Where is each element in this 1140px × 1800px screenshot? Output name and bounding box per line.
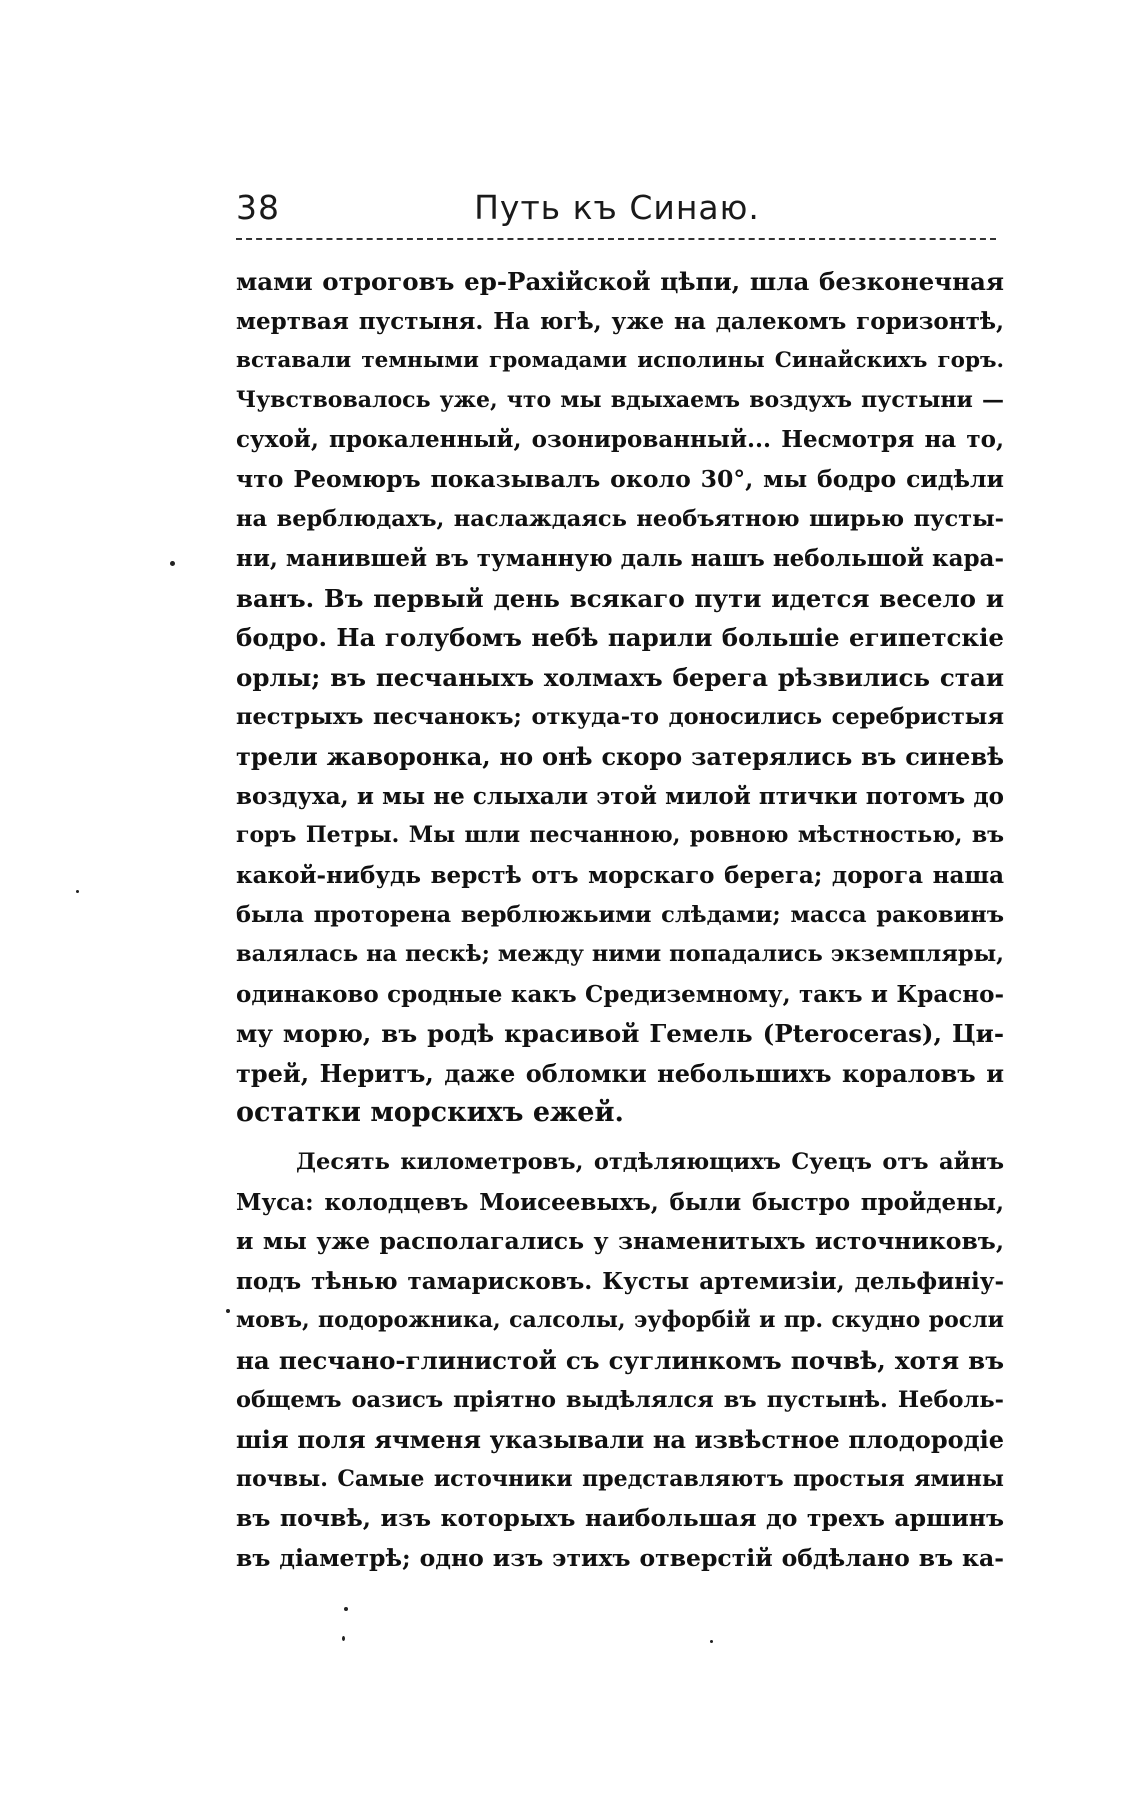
scan-speck: [226, 1309, 230, 1313]
text-line: въ почвѣ, изъ которыхъ наибольшая до трехъ аршинъ: [236, 1504, 1004, 1533]
text-line: мертвая пустыня. На югѣ, уже на далекомъ горизонтѣ,: [236, 307, 1004, 335]
text-line: пестрыхъ песчанокъ; откуда-то доносились серебристыя: [236, 703, 1004, 730]
text-line: была проторена верблюжьими слѣдами; масса раковинъ: [236, 901, 1004, 928]
text-line: подъ тѣнью тамарисковъ. Кусты артемизіи, дельфиніу-: [236, 1267, 1004, 1295]
scan-speck: [76, 890, 79, 893]
text-line: му морю, въ родѣ красивой Гемель (Pterocerаs), Ци-: [236, 1019, 1004, 1049]
scan-speck: [710, 1640, 713, 1643]
text-line: горъ Петры. Мы шли песчанною, ровною мѣстностью, въ: [236, 822, 1004, 849]
text-line: и мы уже располагались у знаменитыхъ источниковъ,: [236, 1227, 1004, 1256]
text-line: что Реомюръ показывалъ около 30°, мы бодро сидѣли: [236, 464, 1004, 493]
paragraph-gap: [236, 1133, 1004, 1143]
text-line: Чувствовалось уже, что мы вдыхаемъ воздухъ пустыни —: [236, 386, 1004, 413]
text-line: на песчано-глинистой съ суглинкомъ почвѣ, хотя въ: [236, 1346, 1004, 1376]
text-line: орлы; въ песчаныхъ холмахъ берега рѣзвились стаи: [236, 662, 1004, 692]
text-line: одинаково сродные какъ Средиземному, такъ и Красно-: [236, 980, 1004, 1008]
text-line: бодро. На голубомъ небѣ парили большіе египетскіе: [236, 623, 1004, 653]
text-line: на верблюдахъ, наслаждаясь необъятною ширью пусты-: [236, 505, 1004, 532]
header-rule: [236, 238, 996, 240]
paragraph-2: [236, 1143, 1004, 1579]
text-line: сухой, прокаленный, озонированный... Несмотря на то,: [236, 426, 1004, 454]
scan-speck: [170, 561, 175, 566]
scan-speck: [344, 1607, 348, 1611]
page-header: [236, 188, 998, 238]
text-line: въ діаметрѣ; одно изъ этихъ отверстій обдѣлано въ ка-: [236, 1544, 1004, 1572]
text-line: Десять километровъ, отдѣляющихъ Суецъ отъ айнъ: [296, 1149, 1004, 1176]
text-line: мовъ, подорожника, салсолы, эуфорбій и пр. скудно росли: [236, 1307, 1004, 1334]
text-line: валялась на пескѣ; между ними попадались экземпляры,: [236, 941, 1004, 968]
body-text: [236, 262, 1004, 1579]
page-number: 38: [236, 188, 280, 227]
text-line: трей, Неритъ, даже обломки небольшихъ кораловъ и: [236, 1058, 1004, 1088]
text-line: почвы. Самые источники представляютъ простыя ямины: [236, 1465, 1004, 1492]
text-line: вставали темными громадами исполины Синайскихъ горъ.: [236, 348, 1004, 374]
text-line: мами отроговъ ер-Рахійской цѣпи, шла безконечная: [236, 267, 1004, 296]
text-line: остатки морскихъ ежей.: [236, 1097, 624, 1129]
text-line: трели жаворонка, но онѣ скоро затерялись въ синевѣ: [236, 742, 1004, 772]
paragraph-1: [236, 262, 1004, 1133]
text-line: воздуха, и мы не слыхали этой милой птички потомъ до: [236, 782, 1004, 810]
text-line: общемъ оазисъ пріятно выдѣлялся въ пустынѣ. Неболь-: [236, 1386, 1004, 1413]
text-line: шія поля ячменя указывали на извѣстное плодородіе: [236, 1425, 1004, 1455]
text-line: Муса: колодцевъ Моисеевыхъ, были быстро пройдены,: [236, 1188, 1004, 1216]
text-line: ни, манившей въ туманную даль нашъ небольшой кара-: [236, 545, 1004, 573]
running-title: Путь къ Синаю.: [474, 188, 760, 227]
text-line: какой-нибудь верстѣ отъ морскаго берега; дорога наша: [236, 861, 1004, 889]
text-line: ванъ. Въ первый день всякаго пути идется весело и: [236, 583, 1004, 613]
scan-speck: [342, 1636, 345, 1641]
